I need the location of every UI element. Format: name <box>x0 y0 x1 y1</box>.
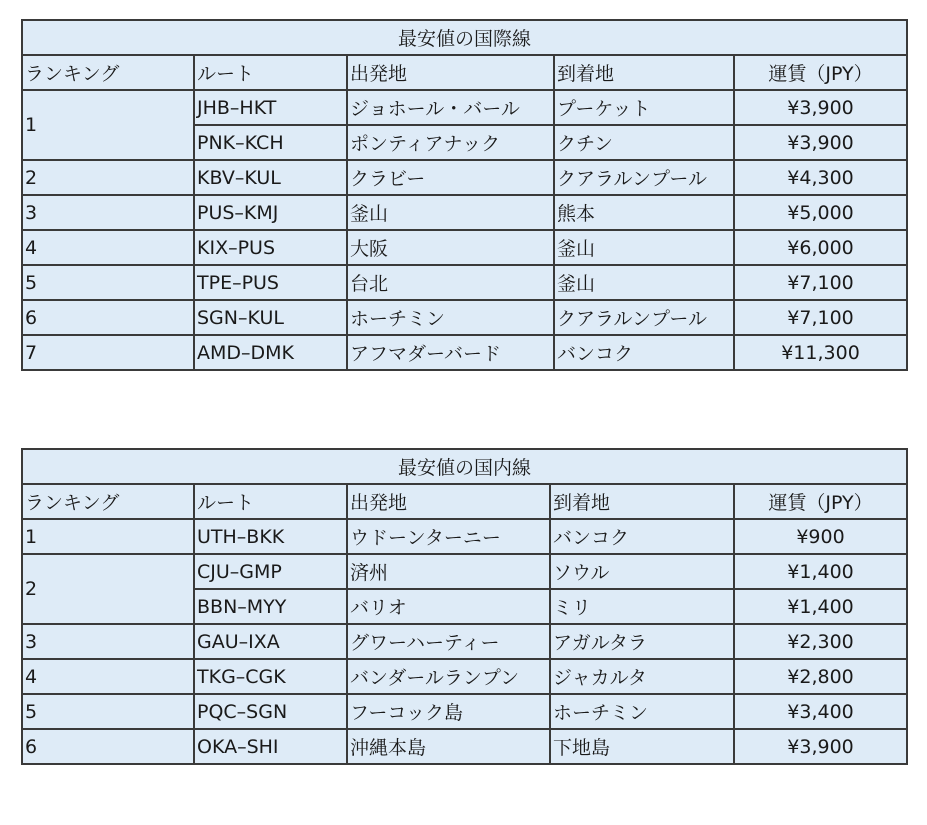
route-cell: BBN–MYY <box>194 589 347 624</box>
route-cell: UTH–BKK <box>194 519 347 554</box>
fare-cell: ¥6,000 <box>734 230 907 265</box>
fare-cell: ¥900 <box>734 519 907 554</box>
table-title-row <box>22 20 907 55</box>
header-origin: 出発地 <box>347 484 550 519</box>
destination-cell: クアラルンプール <box>554 300 734 335</box>
fare-cell: ¥7,100 <box>734 265 907 300</box>
rank-cell: 6 <box>22 729 194 764</box>
origin-cell: 台北 <box>347 265 554 300</box>
header-route: ルート <box>194 484 347 519</box>
destination-cell: ホーチミン <box>550 694 734 729</box>
table-row <box>22 659 907 694</box>
rank-cell: 4 <box>22 659 194 694</box>
route-cell: KIX–PUS <box>194 230 347 265</box>
destination-cell: 熊本 <box>554 195 734 230</box>
destination-cell: クチン <box>554 125 734 160</box>
rank-cell: 7 <box>22 335 194 370</box>
route-cell: JHB–HKT <box>194 90 347 125</box>
table-row <box>22 519 907 554</box>
destination-cell: クアラルンプール <box>554 160 734 195</box>
header-destination: 到着地 <box>554 55 734 90</box>
table-row <box>22 160 907 195</box>
origin-cell: 沖縄本島 <box>347 729 550 764</box>
origin-cell: ジョホール・バール <box>347 90 554 125</box>
domestic-fares-table <box>21 448 908 765</box>
table-row <box>22 90 907 125</box>
route-cell: PQC–SGN <box>194 694 347 729</box>
header-destination: 到着地 <box>550 484 734 519</box>
rank-cell: 5 <box>22 694 194 729</box>
table-row <box>22 554 907 589</box>
origin-cell: アフマダーバード <box>347 335 554 370</box>
table-row <box>22 265 907 300</box>
destination-cell: ミリ <box>550 589 734 624</box>
origin-cell: 釜山 <box>347 195 554 230</box>
rank-cell: 3 <box>22 624 194 659</box>
route-cell: PUS–KMJ <box>194 195 347 230</box>
route-cell: CJU–GMP <box>194 554 347 589</box>
origin-cell: 大阪 <box>347 230 554 265</box>
fare-cell: ¥4,300 <box>734 160 907 195</box>
fare-cell: ¥3,900 <box>734 90 907 125</box>
fare-cell: ¥7,100 <box>734 300 907 335</box>
destination-cell: バンコク <box>554 335 734 370</box>
route-cell: OKA–SHI <box>194 729 347 764</box>
destination-cell: バンコク <box>550 519 734 554</box>
table-row <box>22 230 907 265</box>
route-cell: TKG–CGK <box>194 659 347 694</box>
origin-cell: グワーハーティー <box>347 624 550 659</box>
origin-cell: ホーチミン <box>347 300 554 335</box>
header-rank: ランキング <box>22 55 194 90</box>
origin-cell: ウドーンターニー <box>347 519 550 554</box>
rank-cell: 4 <box>22 230 194 265</box>
table-row <box>22 624 907 659</box>
destination-cell: プーケット <box>554 90 734 125</box>
header-fare: 運賃（JPY） <box>734 55 907 90</box>
table-row <box>22 300 907 335</box>
header-row <box>22 484 907 519</box>
international-fares-table <box>21 19 908 371</box>
rank-cell: 3 <box>22 195 194 230</box>
fare-cell: ¥3,900 <box>734 729 907 764</box>
origin-cell: フーコック島 <box>347 694 550 729</box>
table-row <box>22 195 907 230</box>
origin-cell: バリオ <box>347 589 550 624</box>
table-row <box>22 694 907 729</box>
route-cell: AMD–DMK <box>194 335 347 370</box>
route-cell: PNK–KCH <box>194 125 347 160</box>
header-row <box>22 55 907 90</box>
rank-cell: 6 <box>22 300 194 335</box>
header-fare: 運賃（JPY） <box>734 484 907 519</box>
destination-cell: ジャカルタ <box>550 659 734 694</box>
rank-cell: 1 <box>22 90 194 160</box>
rank-cell: 1 <box>22 519 194 554</box>
rank-cell: 2 <box>22 160 194 195</box>
fare-cell: ¥1,400 <box>734 554 907 589</box>
fare-cell: ¥1,400 <box>734 589 907 624</box>
route-cell: GAU–IXA <box>194 624 347 659</box>
route-cell: SGN–KUL <box>194 300 347 335</box>
route-cell: TPE–PUS <box>194 265 347 300</box>
fare-cell: ¥11,300 <box>734 335 907 370</box>
table-title: 最安値の国内線 <box>22 449 907 484</box>
rank-cell: 2 <box>22 554 194 624</box>
route-cell: KBV–KUL <box>194 160 347 195</box>
origin-cell: 済州 <box>347 554 550 589</box>
origin-cell: バンダールランプン <box>347 659 550 694</box>
destination-cell: 釜山 <box>554 265 734 300</box>
origin-cell: ポンティアナック <box>347 125 554 160</box>
table-title: 最安値の国際線 <box>22 20 907 55</box>
header-origin: 出発地 <box>347 55 554 90</box>
table-title-row <box>22 449 907 484</box>
table-row <box>22 335 907 370</box>
header-route: ルート <box>194 55 347 90</box>
table-row <box>22 729 907 764</box>
fare-cell: ¥2,800 <box>734 659 907 694</box>
destination-cell: ソウル <box>550 554 734 589</box>
fare-cell: ¥3,900 <box>734 125 907 160</box>
fare-cell: ¥2,300 <box>734 624 907 659</box>
destination-cell: 釜山 <box>554 230 734 265</box>
rank-cell: 5 <box>22 265 194 300</box>
origin-cell: クラビー <box>347 160 554 195</box>
fare-cell: ¥3,400 <box>734 694 907 729</box>
header-rank: ランキング <box>22 484 194 519</box>
fare-cell: ¥5,000 <box>734 195 907 230</box>
destination-cell: アガルタラ <box>550 624 734 659</box>
destination-cell: 下地島 <box>550 729 734 764</box>
